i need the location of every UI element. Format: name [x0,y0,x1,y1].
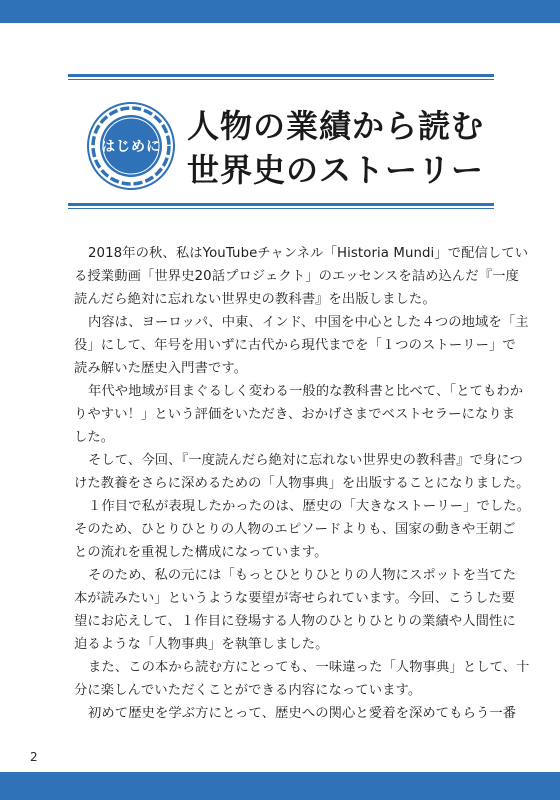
text-line: 初めて歴史を学ぶ方にとって、歴史への関心と愛着を深めてもらう一番 [88,706,517,721]
text-line: 内容は、ヨーロッパ、中東、インド、中国を中心とした４つの地域を「主 [88,315,529,330]
text-line: けた教養をさらに深めるための「人物事典」を出版することになりました。 [74,476,530,491]
text-line: そのため、私の元には「もっとひとりひとりの人物にスポットを当てた [88,568,517,583]
text-line: １作目で私が表現したかったのは、歴史の「大きなストーリー」でした。 [88,499,531,514]
text-line: そして、今回、『一度読んだら絶対に忘れない世界史の教科書』で身につ [88,453,523,468]
header-bottom-rule [68,203,494,209]
bottom-accent-bar [0,772,560,800]
text-line: 迫るような「人物事典」を執筆しました。 [74,637,329,652]
text-line: りやすい！」という評価をいただき、おかげさまでベストセラーになりま [74,407,516,422]
text-line: そのため、ひとりひとりの人物のエピソードよりも、国家の動きや王朝ご [74,522,516,537]
header-top-rule [68,74,494,80]
text-line: また、この本から読む方にとっても、一味違った「人物事典」として、十 [88,660,530,675]
text-line: した。 [74,430,115,445]
title-line-2: 世界史のストーリー [187,151,485,189]
chapter-badge [86,101,176,191]
text-line: 役」にして、年号を用いずに古代から現代までを「１つのストーリー」で [74,338,516,353]
text-line: 読み解いた歴史入門書です。 [74,361,248,376]
body-text [74,242,531,725]
title-line-1: 人物の業績から読む [187,107,485,145]
text-line: との流れを重視した構成になっています。 [74,545,328,560]
text-line: 年代や地域が目まぐるしく変わる一般的な教科書と比べて、「とてもわか [88,384,524,399]
badge-label: はじめに [101,139,161,155]
text-line: 望にお応えして、１作目に登場する人物のひとりひとりの業績や人間性に [74,614,516,629]
text-line: 分に楽しんでいただくことができる内容になっています。 [74,683,422,698]
text-line: 本が読みたい」というような要望が寄せられています。今回、こうした要 [74,591,516,606]
text-line: る授業動画「世界史20話プロジェクト」のエッセンスを詰め込んだ『一度 [74,269,519,284]
text-line: 読んだら絶対に忘れない世界史の教科書』を出版しました。 [74,292,436,307]
top-accent-bar [0,0,560,23]
page-number: 2 [30,750,38,764]
page-title [187,104,484,192]
text-line: 2018年の秋、私はYouTubeチャンネル「Historia Mundi」で配信してい [88,246,529,261]
